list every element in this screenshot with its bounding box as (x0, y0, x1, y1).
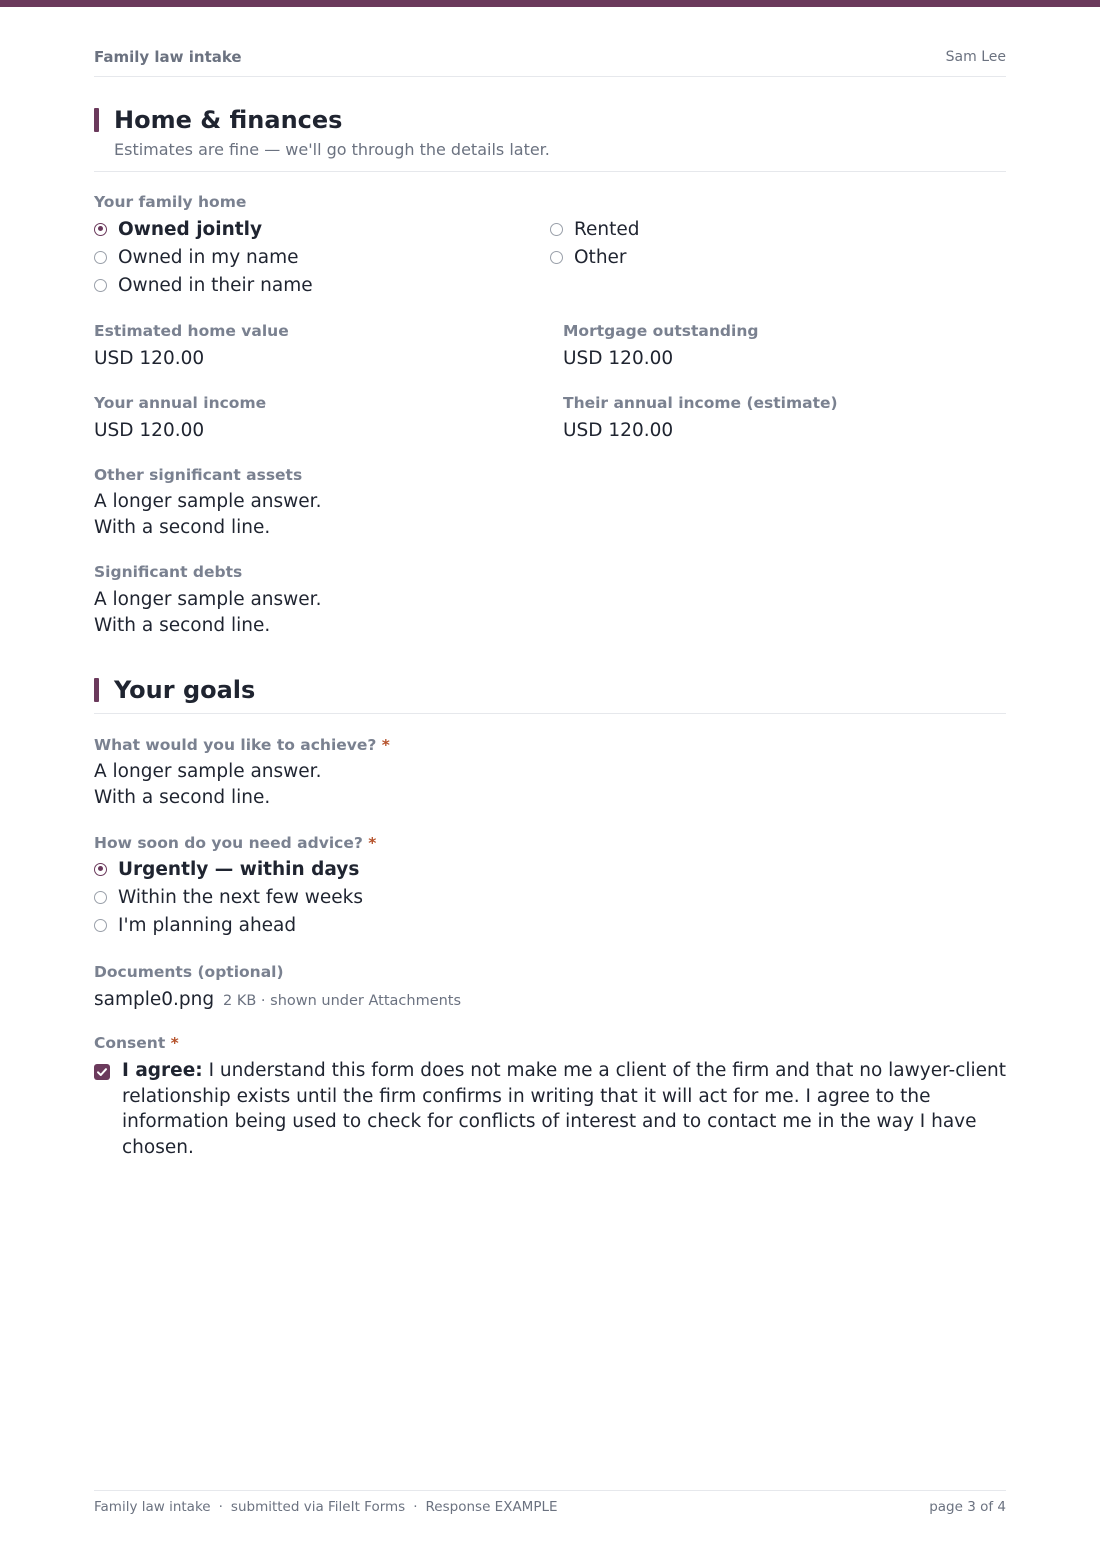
achieve-answer-line-1: A longer sample answer. (94, 761, 322, 782)
achieve-label (94, 736, 390, 754)
section-header-home-finances (94, 106, 1006, 172)
radio-unselected-icon (94, 891, 107, 904)
document-attachment[interactable] (94, 987, 461, 1014)
your-income-value: USD 120.00 (94, 420, 205, 441)
checkmark-icon (96, 1066, 108, 1078)
home-value: USD 120.00 (94, 348, 205, 369)
achieve-label-text: What would you like to achieve? (94, 736, 377, 754)
radio-next-few-weeks[interactable] (94, 885, 363, 909)
radio-rented[interactable] (550, 217, 640, 241)
radio-label: Rented (574, 218, 640, 240)
consent-body: I understand this form does not make me a client of the firm and that no lawyer-client relationship exists until the firm confirms in writing that it will act for me. I agree to the information being used to check for conflicts of interest and to contact me in the way I have chosen. (122, 1060, 1007, 1159)
consent-lead: I agree: (122, 1060, 203, 1081)
radio-unselected-icon (94, 279, 107, 292)
required-asterisk: * (368, 834, 377, 852)
assets-answer-line-2: With a second line. (94, 517, 271, 538)
consent-label-text: Consent (94, 1034, 166, 1052)
radio-label: Other (574, 246, 627, 268)
consent-checkbox[interactable] (94, 1064, 110, 1080)
urgency-label-text: How soon do you need advice? (94, 834, 363, 852)
section-title: Your goals (114, 676, 256, 704)
required-asterisk: * (381, 736, 390, 754)
radio-label: Urgently — within days (118, 858, 360, 880)
their-income-value: USD 120.00 (563, 420, 674, 441)
debts-answer-line-1: A longer sample answer. (94, 589, 322, 610)
header-form-name: Family law intake (94, 48, 242, 66)
their-income-label: Their annual income (estimate) (563, 394, 838, 412)
header-respondent-name: Sam Lee (945, 49, 1006, 65)
radio-owned-in-my-name[interactable] (94, 245, 298, 269)
required-asterisk: * (170, 1034, 179, 1052)
section-accent-bar (94, 678, 99, 702)
section-subtitle: Estimates are fine — we'll go through the details later. (114, 140, 550, 159)
radio-owned-in-their-name[interactable] (94, 273, 313, 297)
footer-form-name: Family law intake (94, 1499, 211, 1515)
mortgage-label: Mortgage outstanding (563, 322, 759, 340)
home-value-label: Estimated home value (94, 322, 289, 340)
footer-page-number: page 3 of 4 (929, 1499, 1006, 1515)
assets-label: Other significant assets (94, 466, 303, 484)
assets-answer-line-1: A longer sample answer. (94, 491, 322, 512)
radio-planning-ahead[interactable] (94, 913, 296, 937)
footer-separator: · (218, 1499, 223, 1515)
page-footer (94, 1490, 1006, 1521)
radio-owned-jointly[interactable] (94, 217, 262, 241)
radio-other[interactable] (550, 245, 627, 269)
radio-label: Owned jointly (118, 218, 263, 240)
radio-urgently[interactable] (94, 857, 359, 881)
footer-response-id: Response EXAMPLE (425, 1499, 558, 1515)
section-header-your-goals (94, 676, 1006, 714)
accent-top-bar (0, 0, 1100, 7)
radio-unselected-icon (94, 919, 107, 932)
radio-label: Owned in their name (118, 274, 313, 296)
consent-statement (122, 1058, 1006, 1161)
section-accent-bar (94, 108, 99, 132)
radio-label: Owned in my name (118, 246, 299, 268)
attachment-file-meta: 2 KB · shown under Attachments (223, 993, 462, 1009)
running-header (94, 48, 1006, 77)
radio-unselected-icon (94, 251, 107, 264)
footer-submitted-via: submitted via FileIt Forms (230, 1499, 406, 1515)
achieve-answer-line-2: With a second line. (94, 787, 271, 808)
footer-separator: · (413, 1499, 418, 1515)
radio-label: Within the next few weeks (118, 886, 364, 908)
footer-info (94, 1499, 558, 1515)
debts-answer-line-2: With a second line. (94, 615, 271, 636)
family-home-label: Your family home (94, 193, 247, 211)
radio-label: I'm planning ahead (118, 914, 297, 936)
debts-label: Significant debts (94, 563, 243, 581)
radio-selected-icon (94, 863, 107, 876)
radio-unselected-icon (550, 251, 563, 264)
urgency-label (94, 834, 376, 852)
radio-selected-icon (94, 223, 107, 236)
documents-label: Documents (optional) (94, 963, 284, 981)
attachment-file-name: sample0.png (94, 989, 215, 1010)
your-income-label: Your annual income (94, 394, 267, 412)
consent-label (94, 1034, 179, 1052)
radio-unselected-icon (550, 223, 563, 236)
section-title: Home & finances (114, 106, 343, 134)
mortgage-value: USD 120.00 (563, 348, 674, 369)
